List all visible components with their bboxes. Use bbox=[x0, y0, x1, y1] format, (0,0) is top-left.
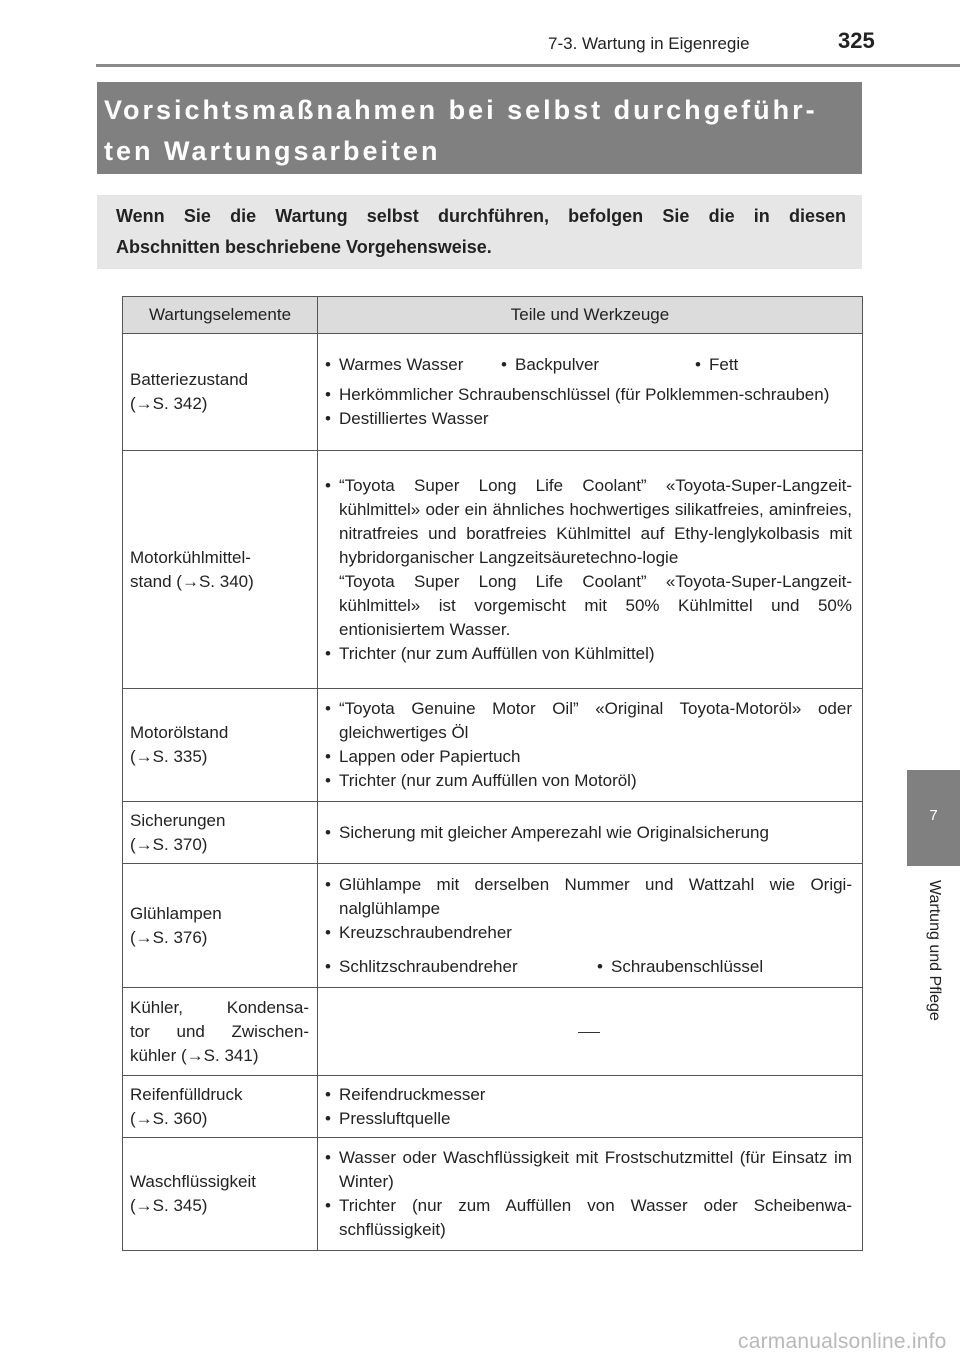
parts-cell bbox=[318, 1138, 863, 1251]
parts-list bbox=[325, 1146, 852, 1242]
chapter-label: Wartung und Pflege bbox=[926, 880, 943, 1021]
item-cell bbox=[123, 988, 318, 1076]
item-cell bbox=[123, 1138, 318, 1251]
item-page-ref: (→S. 360) bbox=[130, 1108, 208, 1128]
table-row-radiator bbox=[123, 988, 863, 1076]
parts-inline-row bbox=[325, 353, 852, 377]
list-item: • Reifendruckmesser bbox=[325, 1083, 852, 1107]
page-header bbox=[0, 0, 960, 70]
parts-list bbox=[325, 873, 852, 945]
page-title-line-2: ten Wartungsarbeiten bbox=[104, 136, 441, 166]
list-item: • Glühlampe mit derselben Nummer und Wattzahl wie Origi-nalglühlampe bbox=[325, 873, 852, 921]
parts-cell bbox=[318, 802, 863, 864]
item-name-cont: tor und Zwischen- bbox=[130, 1021, 309, 1041]
list-item: • Trichter (nur zum Auffüllen von Wasser oder Scheibenwa-schflüssigkeit) bbox=[325, 1194, 852, 1242]
list-item: • Schlitzschraubendreher bbox=[325, 955, 597, 979]
page-title-line-1: Vorsichtsmaßnahmen bei selbst durchgeführ- bbox=[104, 95, 818, 125]
section-title: 7-3. Wartung in Eigenregie bbox=[548, 34, 750, 53]
item-name: Sicherungen bbox=[130, 810, 226, 830]
table-row-coolant bbox=[123, 451, 863, 689]
list-item: • Schraubenschlüssel bbox=[597, 955, 763, 979]
intro-line-2: Abschnitten beschriebene Vorgehensweise. bbox=[116, 237, 492, 257]
item-name: Glühlampen bbox=[130, 903, 222, 923]
list-item bbox=[325, 474, 852, 642]
item-cell bbox=[123, 1076, 318, 1138]
parts-list bbox=[325, 383, 852, 431]
item-cell bbox=[123, 864, 318, 988]
table-row-tire-pressure bbox=[123, 1076, 863, 1138]
table-row-fuses bbox=[123, 802, 863, 864]
table-row-battery bbox=[123, 334, 863, 451]
list-item: • Destilliertes Wasser bbox=[325, 407, 852, 431]
page-number: 325 bbox=[838, 28, 875, 53]
parts-inline-row bbox=[325, 955, 852, 979]
empty-dash bbox=[578, 1032, 600, 1033]
parts-list bbox=[325, 821, 852, 845]
chapter-number: 7 bbox=[929, 807, 938, 824]
header-parts-tools: Teile und Werkzeuge bbox=[318, 297, 863, 334]
list-item: • Backpulver bbox=[501, 353, 695, 377]
item-name: Kühler, Kondensa- bbox=[130, 997, 309, 1017]
parts-cell bbox=[318, 1076, 863, 1138]
item-page-ref: (→S. 342) bbox=[130, 394, 208, 413]
list-item: • Herkömmlicher Schraubenschlüssel (für Polklemmen-schrauben) bbox=[325, 383, 852, 407]
intro-line-1: Wenn Sie die Wartung selbst durchführen, befolgen Sie die in diesen bbox=[116, 206, 846, 226]
chapter-tab bbox=[907, 770, 960, 866]
list-item: • Lappen oder Papiertuch bbox=[325, 745, 852, 769]
parts-cell-empty bbox=[318, 988, 863, 1076]
parts-cell bbox=[318, 864, 863, 988]
parts-list bbox=[325, 697, 852, 793]
item-cell bbox=[123, 802, 318, 864]
list-item: • Pressluftquelle bbox=[325, 1107, 852, 1131]
item-page-ref: (→S. 376) bbox=[130, 927, 208, 947]
table-row-bulbs bbox=[123, 864, 863, 988]
item-page-ref: (→S. 335) bbox=[130, 747, 208, 766]
parts-cell bbox=[318, 451, 863, 689]
list-item: • Sicherung mit gleicher Amperezahl wie Originalsicherung bbox=[325, 821, 852, 845]
table-row-engine-oil bbox=[123, 689, 863, 802]
list-item: • Wasser oder Waschflüssigkeit mit Frostschutzmittel (für Einsatz im Winter) bbox=[325, 1146, 852, 1194]
item-name: Motorkühlmittel- bbox=[130, 547, 251, 567]
item-name: Reifenfülldruck bbox=[130, 1084, 243, 1104]
parts-list bbox=[325, 474, 852, 666]
item-page-ref: kühler (→S. 341) bbox=[130, 1045, 259, 1065]
item-cell bbox=[123, 689, 318, 802]
parts-cell bbox=[318, 689, 863, 802]
list-item: • Trichter (nur zum Auffüllen von Kühlmittel) bbox=[325, 642, 852, 666]
item-name: Waschflüssigkeit bbox=[130, 1172, 256, 1191]
page-title-box bbox=[97, 82, 862, 174]
list-item: • Fett bbox=[695, 353, 738, 377]
intro-box bbox=[97, 195, 862, 269]
item-page-ref: (→S. 345) bbox=[130, 1196, 208, 1215]
header-rule bbox=[96, 64, 960, 67]
item-name: Motorölstand bbox=[130, 723, 229, 742]
item-page-ref: (→S. 370) bbox=[130, 834, 208, 854]
table-row-washer-fluid bbox=[123, 1138, 863, 1251]
list-item-text: “Toyota Super Long Life Coolant” «Toyota-Super-Langzeit-kühlmittel» oder ein ähnliches hochwertiges silikatfreies, aminfreies, nitratfreies und boratfreies Kühlmittel auf Ethy-lenglykolbasis mit hybridorganischer Langzeitsäuretechno-logie bbox=[339, 475, 852, 567]
list-item: • Trichter (nur zum Auffüllen von Motoröl) bbox=[325, 769, 852, 793]
header-maintenance-items: Wartungselemente bbox=[123, 297, 318, 334]
item-page-ref: stand (→S. 340) bbox=[130, 571, 254, 591]
watermark: carmanualsonline.info bbox=[738, 1330, 947, 1353]
item-name: Batteriezustand bbox=[130, 370, 249, 389]
list-item: • Kreuzschraubendreher bbox=[325, 921, 852, 945]
coolant-note: “Toyota Super Long Life Coolant” «Toyota-Super-Langzeit-kühlmittel» ist vorgemischt mit 50% Kühlmittel und 50% entionisiertem Wasser. bbox=[339, 571, 852, 639]
table-header-row bbox=[123, 297, 863, 334]
item-cell bbox=[123, 334, 318, 451]
list-item: • “Toyota Genuine Motor Oil” «Original Toyota-Motoröl» oder gleichwertiges Öl bbox=[325, 697, 852, 745]
list-item: • Warmes Wasser bbox=[325, 353, 501, 377]
parts-cell bbox=[318, 334, 863, 451]
item-cell bbox=[123, 451, 318, 689]
parts-list bbox=[325, 1083, 852, 1131]
maintenance-table bbox=[122, 296, 863, 1251]
